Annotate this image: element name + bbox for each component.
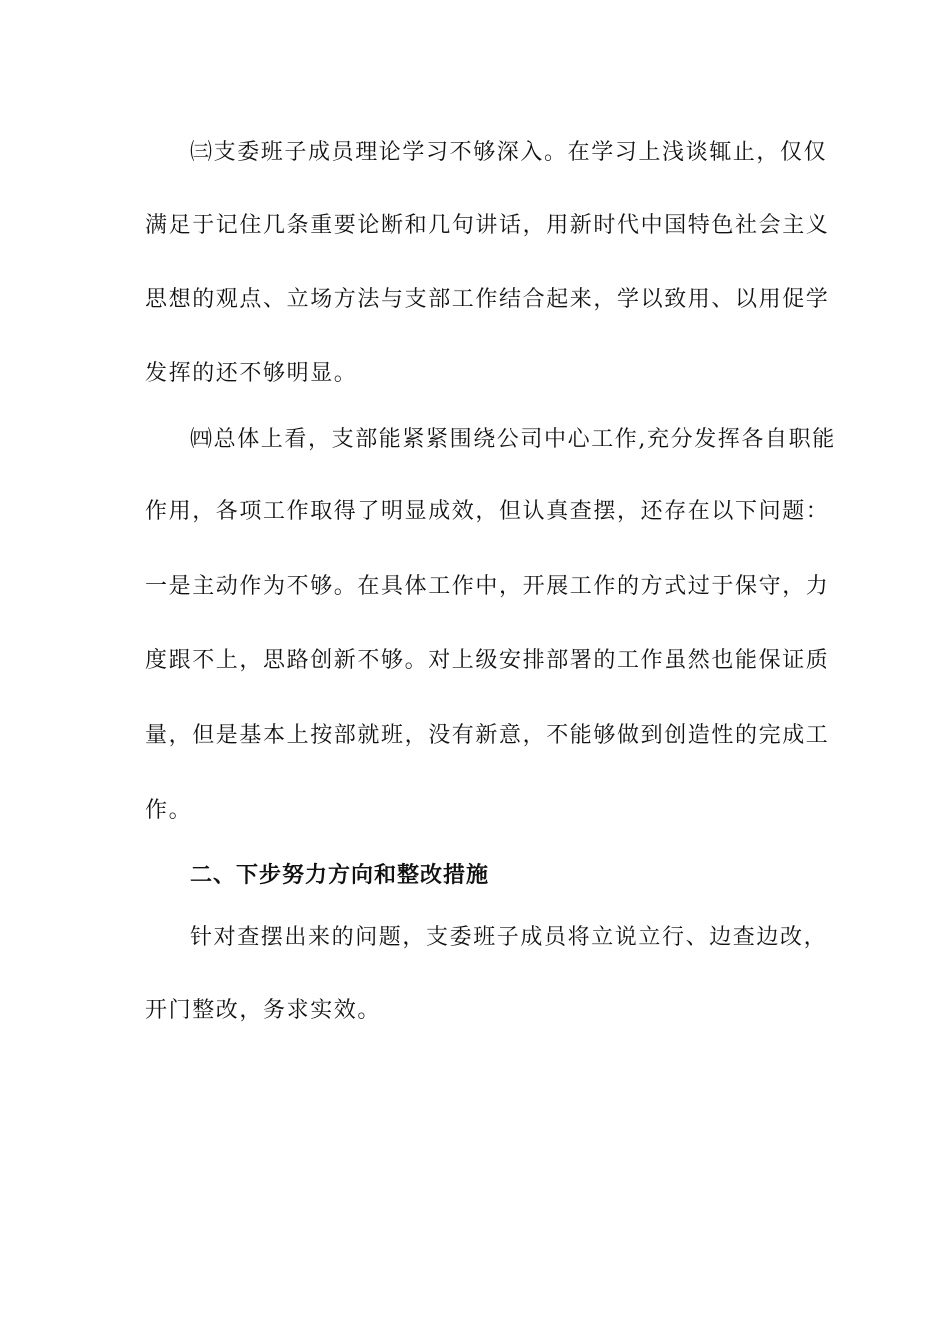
section-heading: 二、下步努力方向和整改措施 <box>190 863 490 888</box>
paragraph-3-line-2: 满足于记住几条重要论断和几句讲话，用新时代中国特色社会主义 <box>145 213 830 238</box>
paragraph-3-line-3: 思想的观点、立场方法与支部工作结合起来，学以致用、以用促学 <box>145 287 830 312</box>
paragraph-4-line-5: 量，但是基本上按部就班，没有新意，不能够做到创造性的完成工 <box>145 723 830 748</box>
paragraph-4-line-1: ㈣总体上看，支部能紧紧围绕公司中心工作,充分发挥各自职能 <box>190 427 836 452</box>
paragraph-4-line-4: 度跟不上，思路创新不够。对上级安排部署的工作虽然也能保证质 <box>145 648 830 673</box>
paragraph-3-line-1: ㈢支委班子成员理论学习不够深入。在学习上浅谈辄止，仅仅 <box>190 140 828 165</box>
paragraph-4-line-3: 一是主动作为不够。在具体工作中，开展工作的方式过于保守，力 <box>145 574 830 599</box>
paragraph-4-line-2: 作用，各项工作取得了明显成效，但认真查摆，还存在以下问题： <box>145 499 830 524</box>
paragraph-4-line-6: 作。 <box>145 798 193 823</box>
paragraph-5-line-2: 开门整改，务求实效。 <box>145 998 382 1023</box>
paragraph-5-line-1: 针对查摆出来的问题，支委班子成员将立说立行、边查边改， <box>190 925 828 950</box>
paragraph-3-line-4: 发挥的还不够明显。 <box>145 361 358 386</box>
